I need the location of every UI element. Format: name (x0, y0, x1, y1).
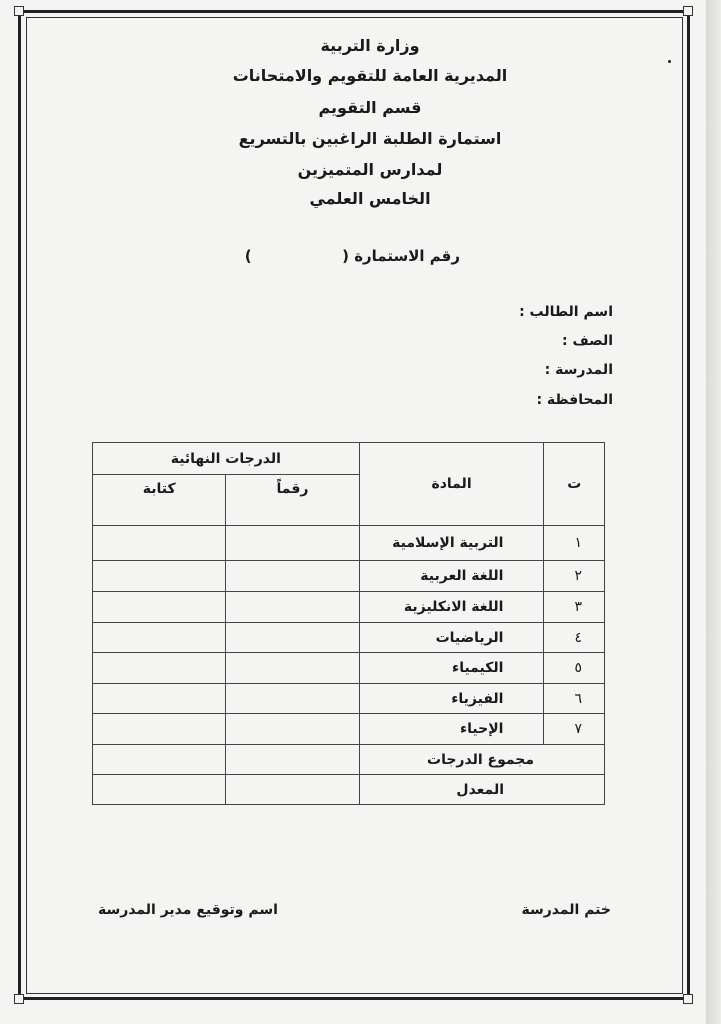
row-subject: الرياضيات (359, 623, 544, 653)
grade-field: الصف : (562, 333, 613, 349)
row-subject: الكيمياء (359, 653, 544, 684)
header-in-words: كتابة (93, 475, 226, 526)
grade-words-cell[interactable] (93, 592, 226, 623)
average-number-cell[interactable] (226, 775, 359, 805)
row-subject: اللغة العربية (359, 561, 544, 592)
ink-dot (668, 60, 671, 63)
row-index: ٢ (544, 561, 605, 592)
form-subtitle: لمدارس المتميزين (297, 160, 443, 179)
total-row (93, 745, 605, 775)
grade-number-cell[interactable] (226, 561, 359, 592)
border-corner-ornament (683, 994, 693, 1004)
grade-words-cell[interactable] (93, 623, 226, 653)
row-index: ٥ (544, 653, 605, 684)
form-number (244, 247, 460, 265)
class-level: الخامس العلمي (309, 189, 431, 208)
school-field: المدرسة : (544, 362, 613, 378)
school-stamp-label: ختم المدرسة (521, 902, 611, 918)
directorate-name: المديرية العامة للتقويم والامتحانات (232, 66, 508, 85)
row-index: ٤ (544, 623, 605, 653)
row-subject: الإحياء (359, 714, 544, 745)
form-title: استمارة الطلبة الراغبين بالتسريع (238, 129, 502, 148)
form-number-label: رقم الاستمارة (354, 247, 460, 265)
total-label: مجموع الدرجات (359, 745, 604, 775)
row-index: ٦ (544, 684, 605, 714)
grade-words-cell[interactable] (93, 653, 226, 684)
grade-words-cell[interactable] (93, 561, 226, 592)
grade-number-cell[interactable] (226, 623, 359, 653)
grade-number-cell[interactable] (226, 526, 359, 561)
total-words-cell[interactable] (93, 745, 226, 775)
table-row (93, 526, 605, 561)
total-number-cell[interactable] (226, 745, 359, 775)
student-name-field: اسم الطالب : (519, 304, 613, 320)
row-index: ٣ (544, 592, 605, 623)
row-index: ٧ (544, 714, 605, 745)
form-number-close-paren: ) (244, 247, 252, 265)
average-words-cell[interactable] (93, 775, 226, 805)
grade-words-cell[interactable] (93, 684, 226, 714)
grade-number-cell[interactable] (226, 653, 359, 684)
department-name: قسم التقويم (318, 98, 422, 117)
table-row (93, 714, 605, 745)
border-corner-ornament (14, 994, 24, 1004)
border-corner-ornament (683, 6, 693, 16)
grade-number-cell[interactable] (226, 714, 359, 745)
ministry-name: وزارة التربية (320, 36, 420, 55)
table-row (93, 623, 605, 653)
grades-table (92, 442, 605, 805)
average-row (93, 775, 605, 805)
principal-signature-label: اسم وتوقيع مدير المدرسة (98, 902, 278, 918)
scan-edge (706, 0, 721, 1024)
grade-words-cell[interactable] (93, 714, 226, 745)
governorate-field: المحافظة : (536, 392, 613, 408)
row-subject: التربية الإسلامية (359, 526, 544, 561)
header-subject: المادة (359, 443, 544, 526)
grade-number-cell[interactable] (226, 684, 359, 714)
table-row (93, 561, 605, 592)
grade-words-cell[interactable] (93, 526, 226, 561)
row-subject: اللغة الانكليزية (359, 592, 544, 623)
header-final-grades: الدرجات النهائية (93, 443, 360, 475)
row-index: ١ (544, 526, 605, 561)
header-in-numbers: رقماً (226, 475, 359, 526)
grade-number-cell[interactable] (226, 592, 359, 623)
header-index: ت (544, 443, 605, 526)
table-row (93, 653, 605, 684)
row-subject: الفيزياء (359, 684, 544, 714)
form-number-open-paren: ( (342, 247, 349, 265)
border-corner-ornament (14, 6, 24, 16)
table-row (93, 684, 605, 714)
table-row (93, 592, 605, 623)
average-label: المعدل (359, 775, 604, 805)
